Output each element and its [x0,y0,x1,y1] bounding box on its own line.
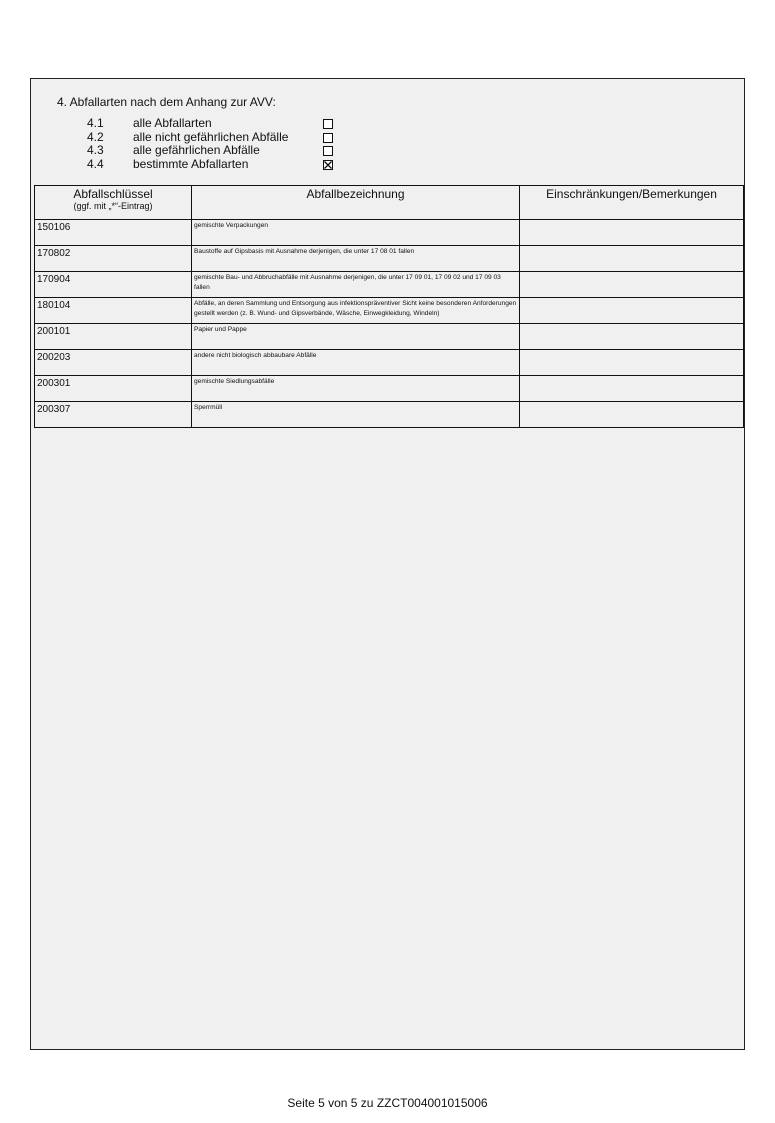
table-row [35,324,744,350]
waste-code: 180104 [37,300,71,311]
option-number: 4.1 [87,116,104,130]
waste-description: Papier und Pappe [194,326,247,333]
cell-waste-code [35,350,192,376]
header-waste-code-label: Abfallschlüssel [73,187,153,201]
waste-code: 170802 [37,248,71,259]
option-number: 4.4 [87,156,104,171]
cell-waste-description [192,298,520,324]
waste-code: 200203 [37,352,71,363]
remarks-text [520,402,743,403]
waste-description: gemischte Verpackungen [194,222,269,229]
header-waste-code [35,186,192,220]
cell-remarks[interactable] [520,246,744,272]
remarks-text [520,324,743,325]
remarks-text [520,246,743,247]
checkmark-x-icon [324,161,332,169]
table-row [35,246,744,272]
cell-waste-code [35,402,192,428]
option-label: alle Abfallarten [133,116,212,130]
waste-code: 150106 [37,222,71,233]
remarks-text [520,272,743,273]
cell-waste-code [35,376,192,402]
option-number: 4.2 [87,129,104,144]
waste-type-options [87,117,337,171]
table-header-row [35,186,744,220]
waste-description: Abfälle, an deren Sammlung und Entsorgung aus infektionspräventiver Sicht keine besonderen Anforderungen gestellt werden (z. B. Wund- und Gipsverbände, Wäsche, Einwegkleidung, Windeln) [194,300,517,317]
cell-waste-description [192,350,520,376]
cell-remarks[interactable] [520,220,744,246]
option-checkbox[interactable] [323,146,333,156]
waste-code: 170904 [37,274,71,285]
waste-description: Sperrmüll [194,404,223,411]
cell-waste-description [192,220,520,246]
option-checkbox[interactable] [323,119,333,129]
cell-waste-description [192,272,520,298]
table-row [35,220,744,246]
remarks-text [520,376,743,377]
option-4-4 [87,158,337,172]
option-4-3 [87,144,337,158]
option-label: alle nicht gefährlichen Abfälle [133,129,289,144]
option-4-2 [87,131,337,145]
table-row [35,272,744,298]
cell-remarks[interactable] [520,324,744,350]
waste-table [34,185,744,428]
waste-description: gemischte Bau- und Abbruchabfälle mit Ausnahme derjenigen, die unter 17 09 01, 17 09 02 und 17 09 03 fallen [194,274,501,291]
cell-waste-description [192,402,520,428]
cell-remarks[interactable] [520,298,744,324]
remarks-text [520,298,743,299]
cell-waste-description [192,376,520,402]
option-label: bestimmte Abfallarten [133,156,249,171]
table-row [35,402,744,428]
remarks-text [520,350,743,351]
option-4-1 [87,117,337,131]
table-row [35,350,744,376]
form-section-frame [30,78,745,1050]
header-remarks [520,186,744,220]
cell-waste-code [35,220,192,246]
header-waste-description [192,186,520,220]
page-footer: Seite 5 von 5 zu ZZCT004001015006 [287,1096,488,1110]
cell-remarks[interactable] [520,350,744,376]
option-label: alle gefährlichen Abfälle [133,143,260,157]
cell-remarks[interactable] [520,272,744,298]
cell-waste-code [35,272,192,298]
section-title: 4. Abfallarten nach dem Anhang zur AVV: [57,95,276,109]
option-checkbox[interactable] [323,160,333,170]
waste-code: 200307 [37,404,71,415]
remarks-text [520,220,743,221]
waste-code: 200301 [37,378,71,389]
cell-waste-code [35,246,192,272]
waste-description: andere nicht biologisch abbaubare Abfälle [194,352,317,359]
option-number: 4.3 [87,143,104,157]
cell-waste-code [35,298,192,324]
header-remarks-label: Einschränkungen/Bemerkungen [546,187,717,201]
table-row [35,298,744,324]
cell-remarks[interactable] [520,376,744,402]
header-waste-code-sublabel: (ggf. mit „*“-Eintrag) [73,201,153,211]
header-waste-description-label: Abfallbezeichnung [306,187,405,201]
option-checkbox[interactable] [323,133,333,143]
waste-code: 200101 [37,326,71,337]
cell-waste-code [35,324,192,350]
cell-waste-description [192,246,520,272]
waste-description: gemischte Siedlungsabfälle [194,378,275,385]
table-row [35,376,744,402]
waste-description: Baustoffe auf Gipsbasis mit Ausnahme derjenigen, die unter 17 08 01 fallen [194,248,415,255]
cell-remarks[interactable] [520,402,744,428]
cell-waste-description [192,324,520,350]
